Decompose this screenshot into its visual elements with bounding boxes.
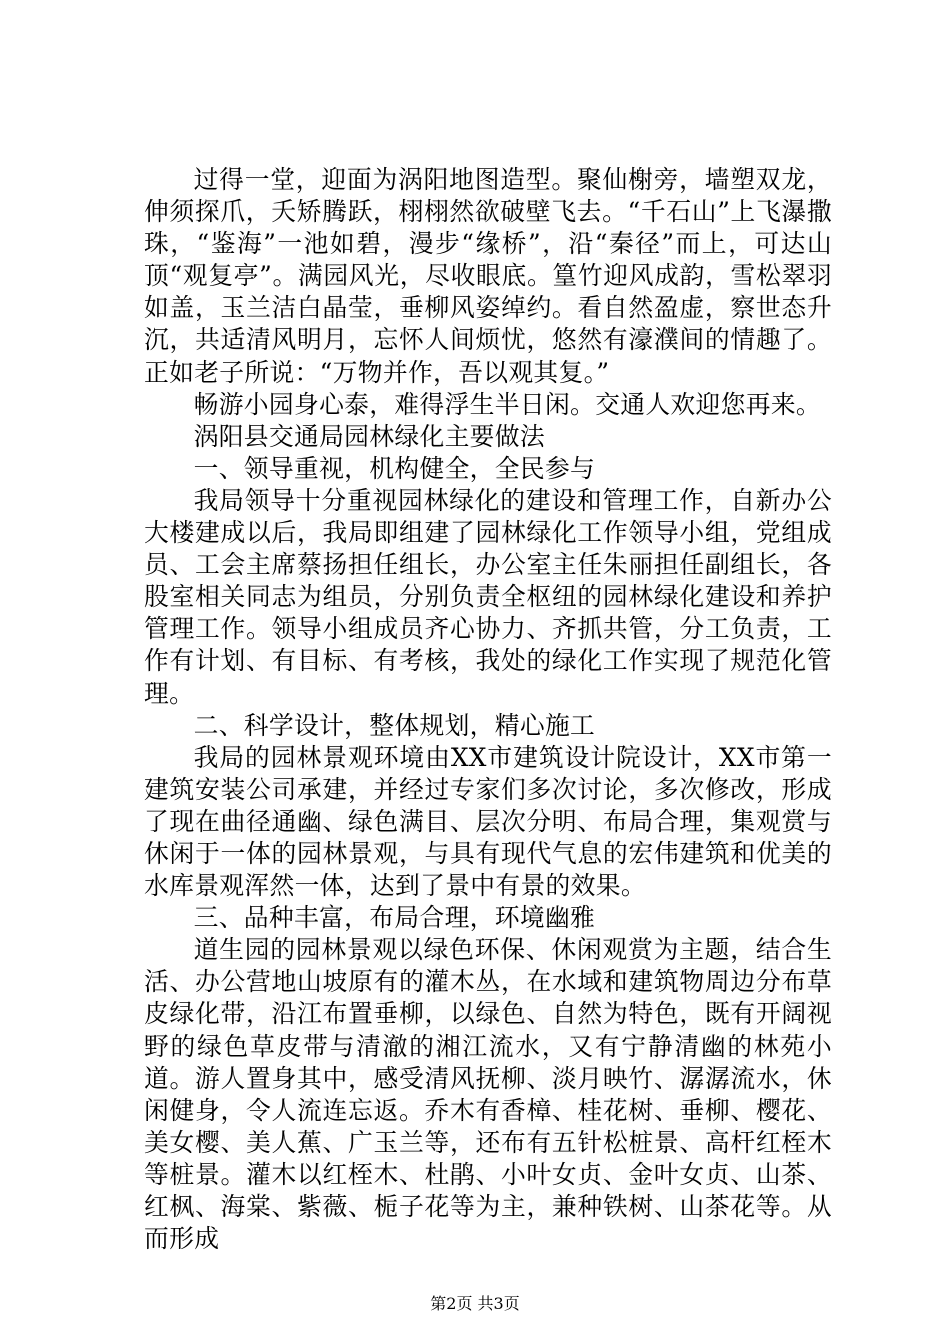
paragraph-welcome: 畅游小园身心泰，难得浮生半日闲。交通人欢迎您再来。: [193, 389, 822, 419]
page-number-footer: 第2页 共3页: [430, 1294, 520, 1313]
section-title: 涡阳县交通局园林绿化主要做法: [193, 421, 545, 451]
heading-part-one: 一、领导重视，机构健全，全民参与: [193, 453, 596, 483]
heading-part-three: 三、品种丰富，布局合理，环境幽雅: [193, 903, 596, 933]
paragraph-varieties: 道生园的园林景观以绿色环保、休闲观赏为主题，结合生活、办公营地山坡原有的灌木丛，在水域和建筑物周边分布草皮绿化带，沿江布置垂柳，以绿色、自然为特色，既有开阔视野的绿色草皮带与清澈的湘江流水，又有宁静清幽的林苑小道。游人置身其中，感受清风抚柳、淡月映竹、潺潺流水，休闲健身，令人流连忘返。乔木有香樟、桂花树、垂柳、樱花、美女樱、美人蕉、广玉兰等，还布有五针松桩景、高杆红桎木等桩景。灌木以红桎木、杜鹃、小叶女贞、金叶女贞、山茶、红枫、海棠、紫薇、栀子花等为主，兼种铁树、山茶花等。从而形成: [144, 935, 832, 1254]
paragraph-garden-tour: 过得一堂，迎面为涡阳地图造型。聚仙榭旁，墙塑双龙，伸须探爪，夭矫腾跃，栩栩然欲破壁飞去。“千石山”上飞瀑撒珠，“鉴海”一池如碧，漫步“缘桥”，沿“秦径”而上，可达山顶“观复亭”。满园风光，尽收眼底。篁竹迎风成韵，雪松翠羽如盖，玉兰洁白晶莹，垂柳风姿绰约。看自然盈虚，察世态升沉，共适清风明月，忘怀人间烦忧，悠然有濠濮间的情趣了。正如老子所说：“万物并作，吾以观其复。”: [144, 165, 832, 387]
heading-part-two: 二、科学设计，整体规划，精心施工: [193, 710, 596, 740]
document-body: [144, 164, 832, 1255]
paragraph-design: 我局的园林景观环境由XX市建筑设计院设计，XX市第一建筑安装公司承建，并经过专家们多次讨论，多次修改，形成了现在曲径通幽、绿色满目、层次分明、布局合理，集观赏与休闲于一体的园林景观，与具有现代气息的宏伟建筑和优美的水库景观浑然一体，达到了景中有景的效果。: [144, 742, 832, 901]
paragraph-leadership: 我局领导十分重视园林绿化的建设和管理工作，自新办公大楼建成以后，我局即组建了园林绿化工作领导小组，党组成员、工会主席蔡扬担任组长，办公室主任朱丽担任副组长，各股室相关同志为组员，分别负责全枢纽的园林绿化建设和养护管理工作。领导小组成员齐心协力、齐抓共管，分工负责，工作有计划、有目标、有考核，我处的绿化工作实现了规范化管理。: [144, 485, 832, 708]
